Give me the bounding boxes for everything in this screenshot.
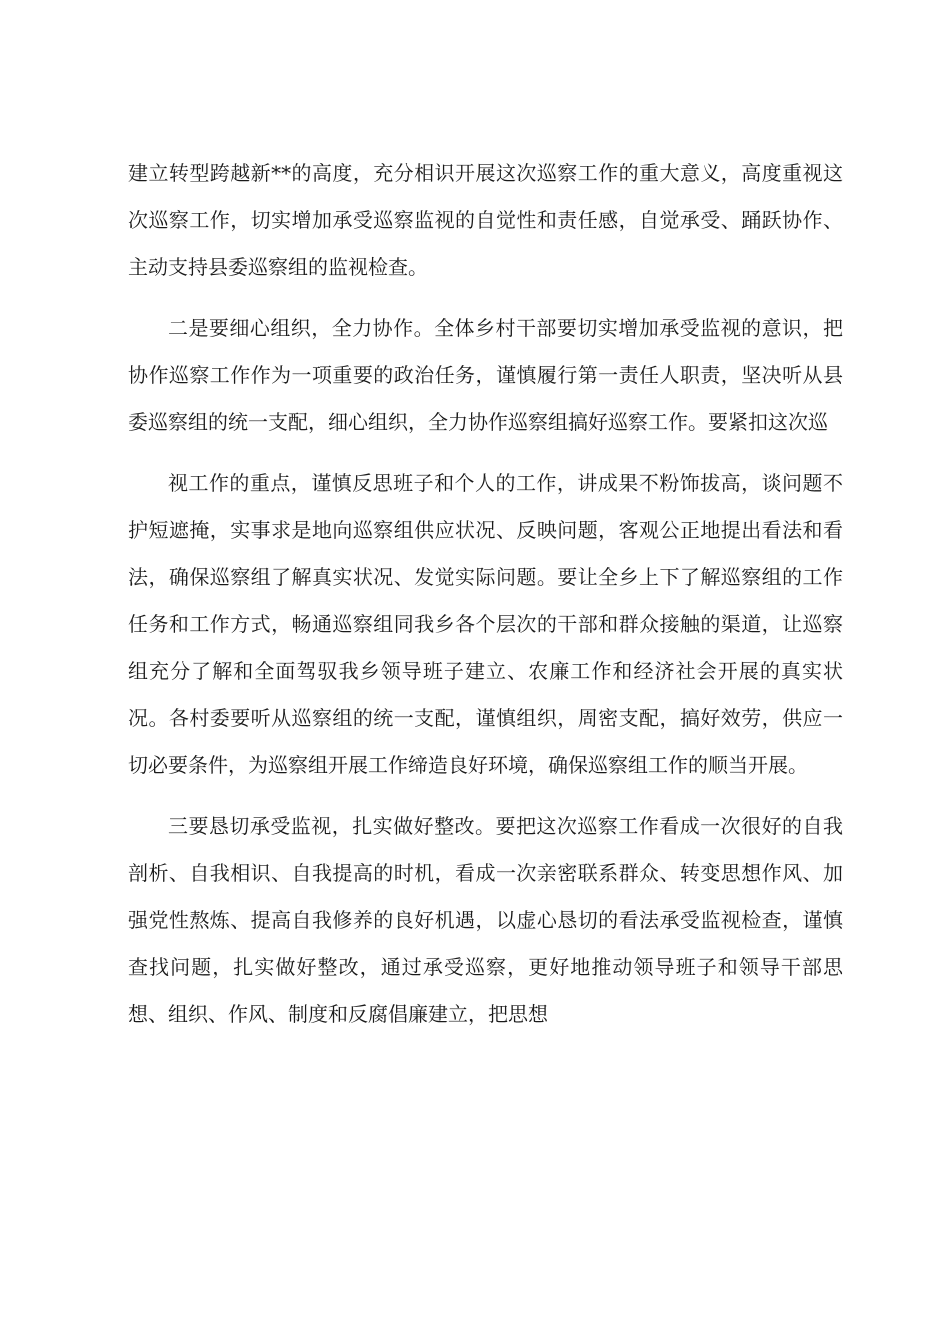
paragraph-4: 三要恳切承受监视，扎实做好整改。要把这次巡察工作看成一次很好的自我剖析、自我相识、自我提高的时机，看成一次亲密联系群众、转变思想作风、加强党性熬炼、提高自我修养的良好机遇，以虚心恳切的看法承受监视检查，谨慎查找问题，扎实做好整改，通过承受巡察，更好地推动领导班子和领导干部思想、组织、作风、制度和反腐倡廉建立，把思想 xyxy=(128,814,843,1026)
paragraph-1: 建立转型跨越新**的高度，充分相识开展这次巡察工作的重大意义，高度重视这次巡察工作，切实增加承受巡察监视的自觉性和责任感，自觉承受、踊跃协作、主动支持县委巡察组的监视检查。 xyxy=(128,161,843,279)
paragraph-2: 二是要细心组织，全力协作。全体乡村干部要切实增加承受监视的意识，把协作巡察工作作为一项重要的政治任务，谨慎履行第一责任人职责，坚决听从县委巡察组的统一支配，细心组织，全力协作巡察组搞好巡察工作。要紧扣这次巡 xyxy=(128,316,843,434)
paragraph-3: 视工作的重点，谨慎反思班子和个人的工作，讲成果不粉饰拔高，谈问题不护短遮掩，实事求是地向巡察组供应状况、反映问题，客观公正地提出看法和看法，确保巡察组了解真实状况、发觉实际问题。要让全乡上下了解巡察组的工作任务和工作方式，畅通巡察组同我乡各个层次的干部和群众接触的渠道，让巡察组充分了解和全面驾驭我乡领导班子建立、农廉工作和经济社会开展的真实状况。各村委要听从巡察组的统一支配，谨慎组织，周密支配，搞好效劳，供应一切必要条件，为巡察组开展工作缔造良好环境，确保巡察组工作的顺当开展。 xyxy=(128,471,843,777)
document-body xyxy=(128,150,843,1052)
